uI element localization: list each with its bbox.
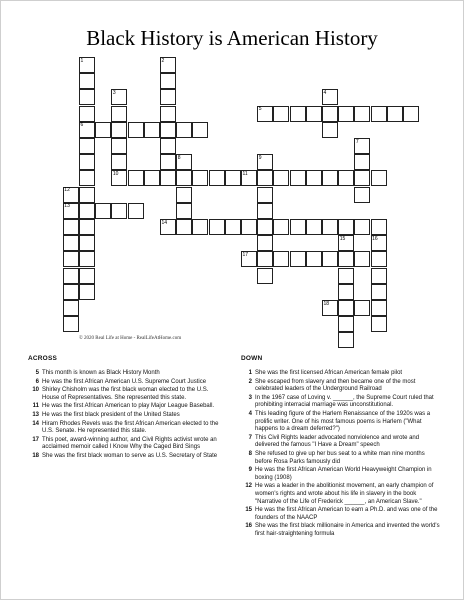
clue-text: Hiram Rhodes Revels was the first African American elected to the U.S. Senate. He represented this state. [42,420,219,435]
clue-number-15: 15 [339,235,346,242]
grid-cell[interactable] [354,300,370,316]
grid-cell[interactable] [192,122,208,138]
grid-cell[interactable] [225,170,241,186]
grid-cell[interactable] [192,170,208,186]
grid-cell[interactable] [338,300,354,316]
clue-number-1: 1 [80,57,84,64]
clue-number-10: 10 [112,170,119,177]
grid-cell[interactable] [354,106,370,122]
grid-cell[interactable] [79,57,95,73]
grid-cell[interactable] [354,187,370,203]
grid-cell[interactable] [111,154,127,170]
clue-number: 10 [32,387,39,394]
grid-cell[interactable] [176,170,192,186]
grid-cell[interactable] [160,73,176,89]
grid-cell[interactable] [225,219,241,235]
grid-cell[interactable] [176,122,192,138]
grid-cell[interactable] [403,106,419,122]
clue-number: 13 [32,411,39,418]
grid-cell[interactable] [371,235,387,251]
grid-cell[interactable] [111,89,127,105]
grid-cell[interactable] [338,268,354,284]
grid-cell[interactable] [306,106,322,122]
grid-cell[interactable] [257,235,273,251]
grid-cell[interactable] [176,154,192,170]
grid-cell[interactable] [338,235,354,251]
grid-cell[interactable] [79,251,95,267]
grid-cell[interactable] [338,251,354,267]
clue-text: She was the first black woman to serve as U.S. Secretary of State [42,452,218,459]
grid-cell[interactable] [354,219,370,235]
grid-cell[interactable] [209,219,225,235]
grid-cell[interactable] [79,170,95,186]
down-clue-list [241,370,441,538]
grid-cell[interactable] [160,170,176,186]
clue-text: This leading figure of the Harlem Renaissance of the 1920s was a prolific writer. One of his most famous poems is Harlem ("What happens to a dream deferred?") [255,410,431,433]
clue-text: He was the first African American World Heavyweight Champion in boxing (1908) [255,467,432,481]
grid-cell[interactable] [306,219,322,235]
grid-cell[interactable] [79,138,95,154]
grid-cell[interactable] [241,219,257,235]
across-heading: ACROSS [28,355,58,362]
grid-cell[interactable] [79,284,95,300]
clue-text: This Civil Rights leader advocated nonviolence and wrote and delivered the famous "I Have a Dream" speech [255,434,420,449]
grid-cell[interactable] [257,187,273,203]
grid-cell[interactable] [79,73,95,89]
grid-cell[interactable] [63,187,79,203]
grid-cell[interactable] [79,89,95,105]
grid-cell[interactable] [144,170,160,186]
clue-number-3: 3 [112,89,116,96]
across-clue [28,403,224,411]
grid-cell[interactable] [338,332,354,348]
grid-cell[interactable] [79,219,95,235]
grid-cell[interactable] [63,219,79,235]
clue-text: He was the first African American U.S. Supreme Court Justice [42,378,207,385]
clue-number: 5 [35,370,39,376]
grid-cell[interactable] [322,89,338,105]
clue-number: 16 [245,523,252,530]
grid-cell[interactable] [273,106,289,122]
grid-cell[interactable] [63,203,79,219]
clue-number: 6 [35,378,39,385]
grid-cell[interactable] [322,122,338,138]
grid-cell[interactable] [338,106,354,122]
grid-cell[interactable] [79,187,95,203]
grid-cell[interactable] [257,106,273,122]
clue-number: 12 [245,483,252,490]
down-clue [241,467,441,482]
clue-text: He was the first African American to earn a Ph.D. and was one of the founders of the NAACP [255,507,438,521]
across-section [28,355,224,462]
grid-cell[interactable] [95,203,111,219]
clue-number: 1 [248,370,252,376]
clue-text: Shirley Chisholm was the first black woman elected to the U.S. House of Representatives. She represented this state. [42,387,209,401]
grid-cell[interactable] [322,300,338,316]
grid-cell[interactable] [371,219,387,235]
down-clue [241,483,441,506]
grid-cell[interactable] [95,122,111,138]
grid-cell[interactable] [290,106,306,122]
grid-cell[interactable] [257,268,273,284]
grid-cell[interactable] [111,138,127,154]
clue-number-5: 5 [258,106,262,113]
clue-number-12: 12 [64,187,70,194]
clue-number: 8 [248,450,252,457]
clue-number: 11 [32,403,39,410]
grid-cell[interactable] [79,235,95,251]
grid-cell[interactable] [128,170,144,186]
clue-number-4: 4 [323,89,327,96]
clue-number: 7 [248,434,252,441]
down-clue [241,507,441,522]
clue-number: 15 [245,507,252,514]
clue-number-9: 9 [258,154,262,161]
grid-cell[interactable] [79,268,95,284]
grid-cell[interactable] [371,268,387,284]
clue-number-16: 16 [372,235,378,242]
grid-cell[interactable] [176,187,192,203]
clue-number-2: 2 [161,57,165,64]
grid-cell[interactable] [63,268,79,284]
across-clue [28,370,224,378]
grid-cell[interactable] [160,89,176,105]
across-clue [28,421,224,436]
across-clue [28,387,224,402]
clue-text: She refused to give up her bus seat to a white man nine months before Rosa Parks famously did [255,450,425,465]
grid-cell[interactable] [63,235,79,251]
grid-cell[interactable] [111,122,127,138]
grid-cell[interactable] [176,219,192,235]
grid-cell[interactable] [290,170,306,186]
grid-cell[interactable] [338,316,354,332]
clue-number-7: 7 [355,138,359,145]
grid-cell[interactable] [63,284,79,300]
clue-number-6: 6 [80,122,84,129]
grid-cell[interactable] [241,251,257,267]
grid-cell[interactable] [273,219,289,235]
grid-cell[interactable] [160,219,176,235]
grid-cell[interactable] [160,106,176,122]
grid-cell[interactable] [354,138,370,154]
clue-number-8: 8 [177,154,181,161]
clue-number-13: 13 [64,203,70,210]
across-clue [28,412,224,420]
grid-cell[interactable] [306,170,322,186]
grid-cell[interactable] [354,170,370,186]
clue-number-14: 14 [161,219,168,226]
clue-number: 17 [32,436,39,443]
grid-cell[interactable] [160,122,176,138]
clue-text: He was the first black president of the United States [42,411,180,418]
clue-number: 2 [248,378,252,385]
grid-cell[interactable] [257,251,273,267]
down-section [241,355,441,539]
grid-cell[interactable] [192,219,208,235]
grid-cell[interactable] [257,219,273,235]
grid-cell[interactable] [371,284,387,300]
copyright-line: © 2020 Real Life at Home - RealLifeAtHome.com [79,336,182,341]
grid-cell[interactable] [338,170,354,186]
clue-text: She escaped from slavery and then became one of the most celebrated leaders of the Underground Railroad [255,378,416,393]
grid-cell[interactable] [322,170,338,186]
down-clue [241,411,441,434]
down-clue [241,395,441,410]
down-clue [241,451,441,466]
grid-cell[interactable] [79,106,95,122]
grid-cell[interactable] [273,251,289,267]
clue-text: He was a leader in the abolitionist movement, an early champion of women's rights and wrote about his life in slavery in the book "Narrative of the Life of Frederick ______, an American Slave." [255,483,434,505]
grid-cell[interactable] [128,203,144,219]
clue-text: This month is known as Black History Month [42,370,160,376]
grid-cell[interactable] [257,203,273,219]
grid-cell[interactable] [273,170,289,186]
grid-cell[interactable] [144,122,160,138]
grid-cell[interactable] [79,122,95,138]
grid-cell[interactable] [128,122,144,138]
grid-cell[interactable] [371,300,387,316]
across-clue [28,453,224,461]
grid-cell[interactable] [387,106,403,122]
down-clue [241,370,441,378]
clue-text: This poet, award-winning author, and Civil Rights activist wrote an acclaimed memoir called I Know Why the Caged Bird Sings [42,436,217,451]
grid-cell[interactable] [371,316,387,332]
grid-cell[interactable] [160,57,176,73]
grid-cell[interactable] [111,106,127,122]
grid-cell[interactable] [63,251,79,267]
clue-number: 14 [32,420,39,427]
grid-cell[interactable] [371,170,387,186]
grid-cell[interactable] [63,316,79,332]
grid-cell[interactable] [306,251,322,267]
clue-number-18: 18 [323,300,330,307]
grid-cell[interactable] [322,219,338,235]
across-clue [28,437,224,452]
grid-cell[interactable] [79,203,95,219]
clue-number: 9 [248,467,252,474]
grid-cell[interactable] [176,203,192,219]
grid-cell[interactable] [371,106,387,122]
grid-cell[interactable] [111,203,127,219]
grid-cell[interactable] [290,251,306,267]
puzzle-title: Black History is American History [86,26,378,50]
down-heading: DOWN [241,355,263,362]
grid-cell[interactable] [257,170,273,186]
grid-cell[interactable] [322,106,338,122]
grid-cell[interactable] [209,170,225,186]
grid-cell[interactable] [322,251,338,267]
grid-cell[interactable] [354,154,370,170]
grid-cell[interactable] [241,170,257,186]
clue-number: 4 [248,410,252,417]
clue-number: 3 [248,394,252,401]
clue-text: He was the first African American to play Major League Baseball. [42,403,215,410]
clue-number: 18 [32,452,39,459]
clue-number-11: 11 [242,170,248,177]
clue-text: She was the first black millionaire in America and invented the world's first hair-straightening formula [255,523,440,537]
grid-cell[interactable] [338,219,354,235]
grid-cell[interactable] [371,251,387,267]
grid-cell[interactable] [160,138,176,154]
down-clue [241,523,441,538]
across-clue-list [28,370,224,461]
grid-cell[interactable] [354,251,370,267]
grid-cell[interactable] [290,219,306,235]
grid-cell[interactable] [79,154,95,170]
grid-cell[interactable] [63,300,79,316]
clue-text: In the 1967 case of Loving v. ______, the Supreme Court ruled that prohibiting interracial marriage was unconstitutional. [255,394,434,409]
clue-number-17: 17 [242,251,249,258]
grid-cell[interactable] [338,284,354,300]
grid-cell[interactable] [257,154,273,170]
grid-cell[interactable] [160,154,176,170]
down-clue [241,435,441,450]
across-clue [28,379,224,387]
grid-cell[interactable] [111,170,127,186]
down-clue [241,379,441,394]
clue-text: She was the first licensed African American female pilot [255,370,403,376]
